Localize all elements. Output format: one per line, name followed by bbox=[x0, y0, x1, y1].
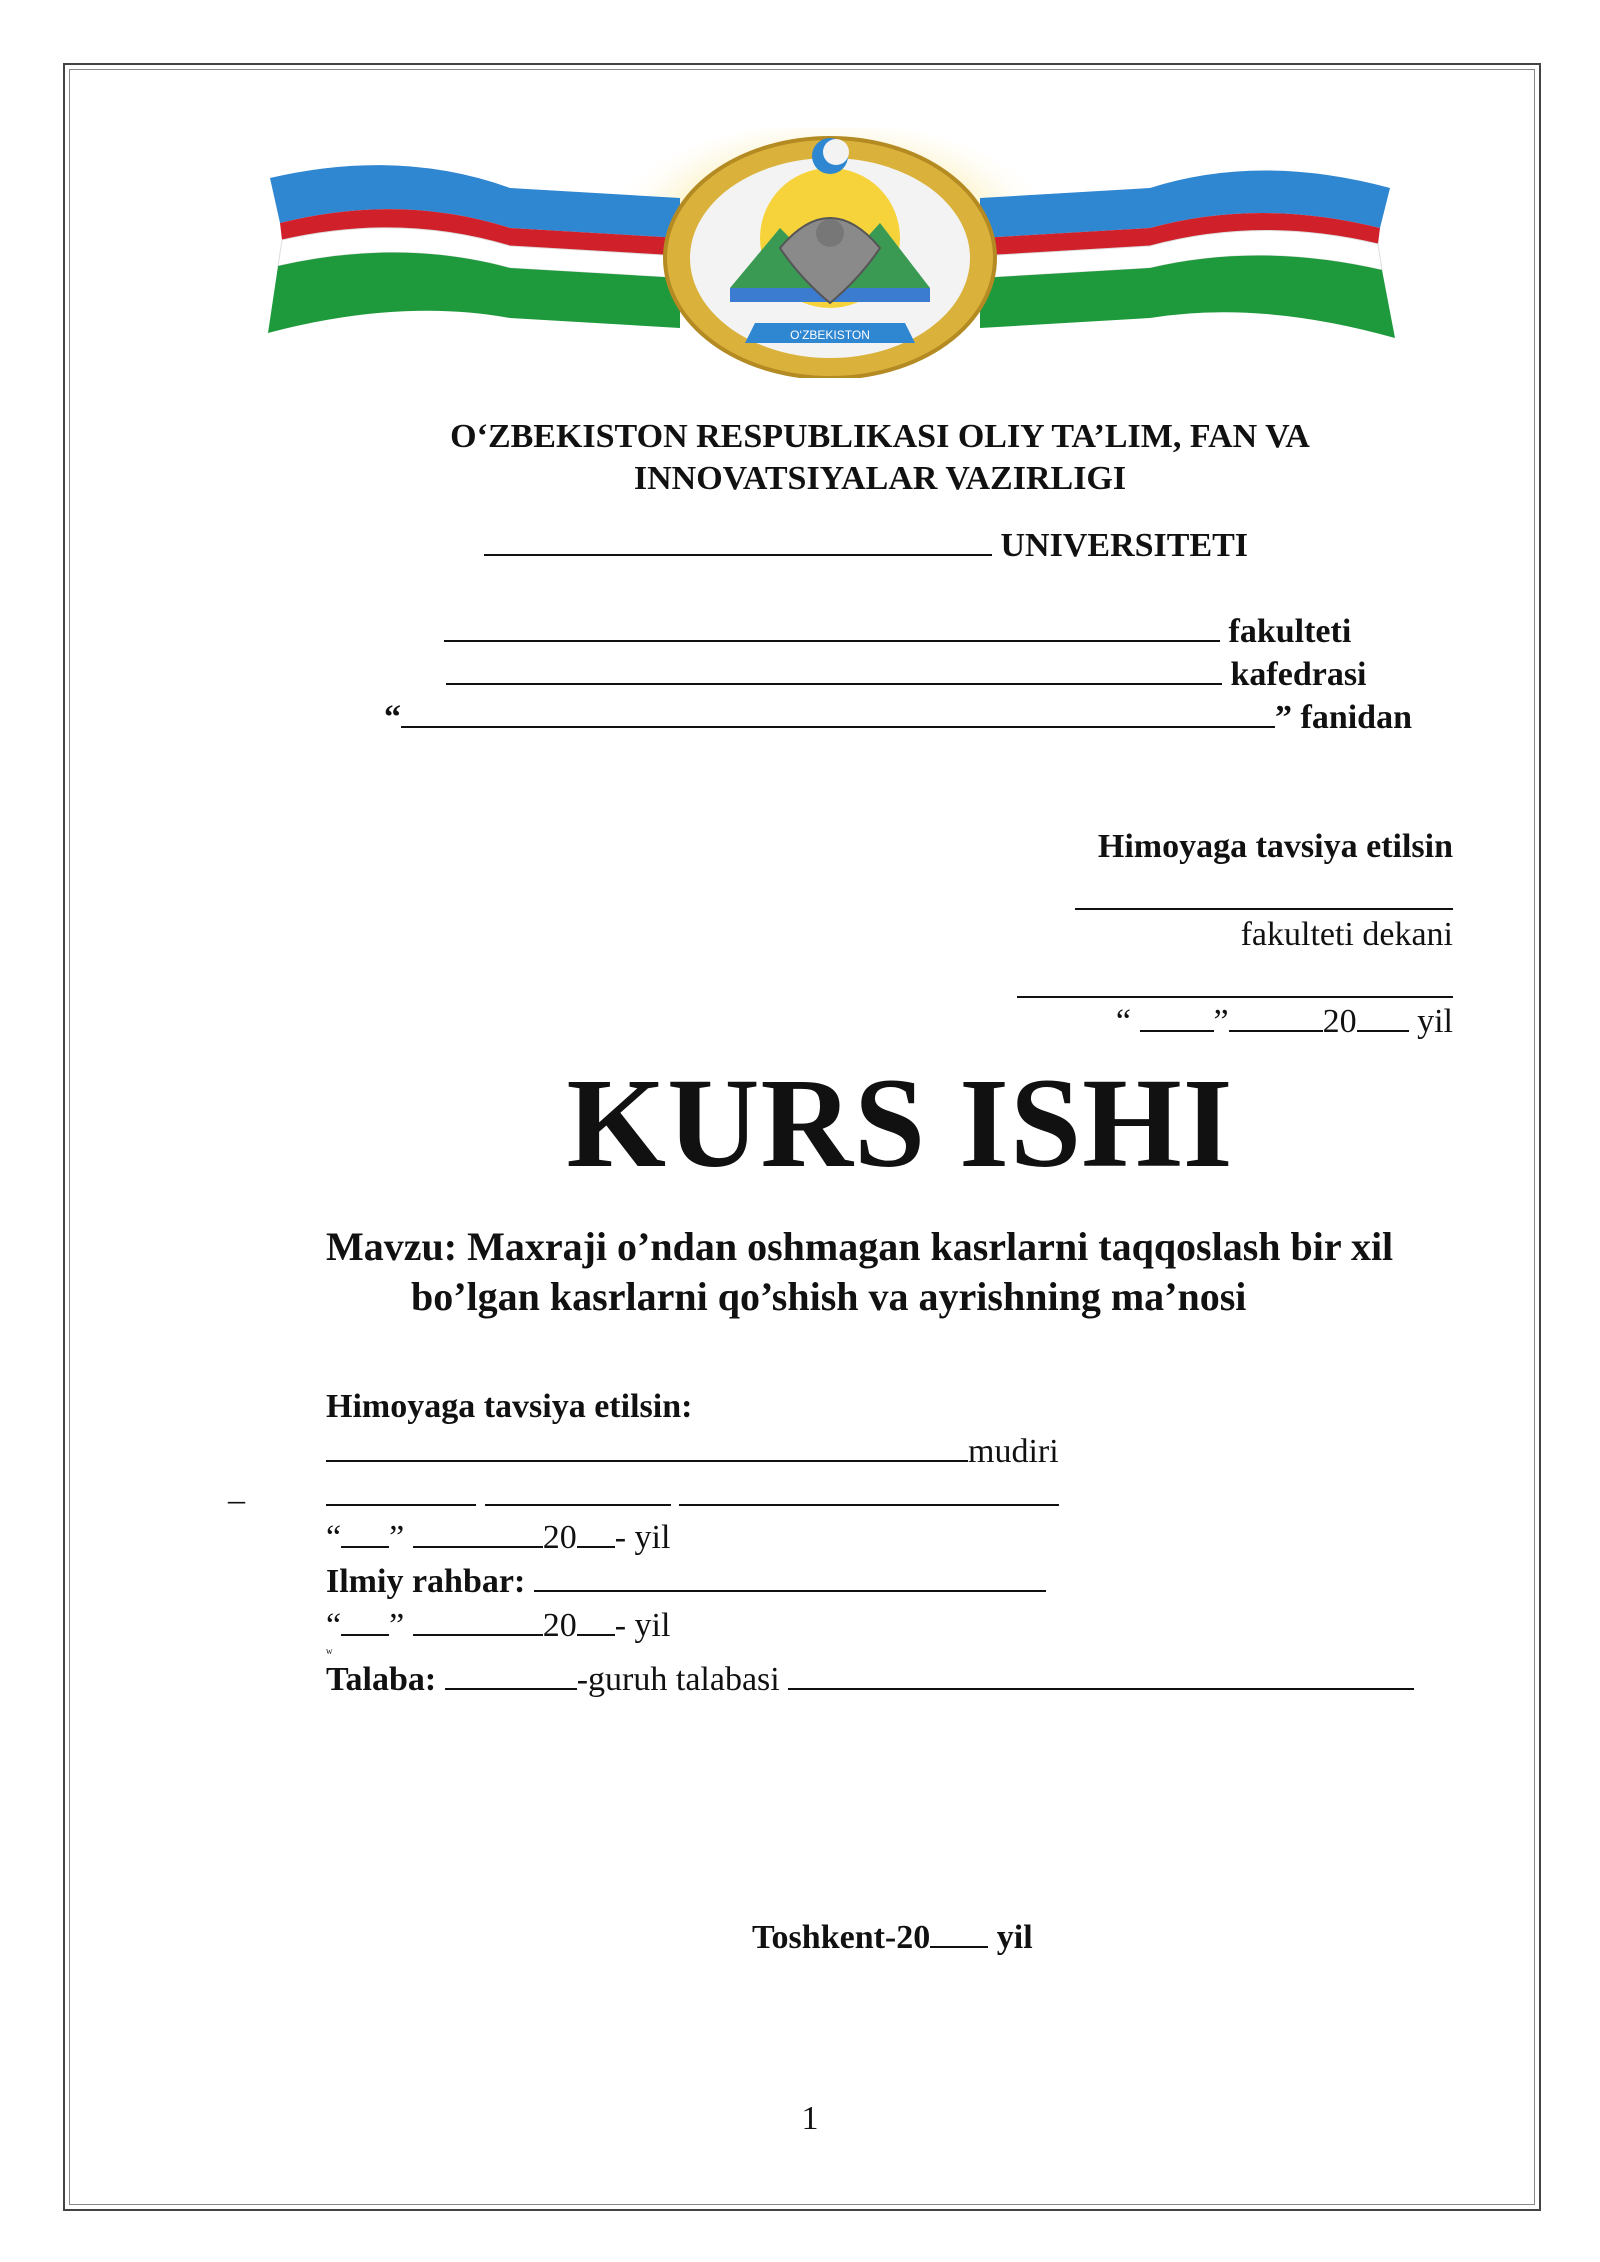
date2-suffix: - yil bbox=[614, 1607, 671, 1644]
university-row bbox=[484, 526, 1248, 565]
ministry-line-2: INNOVATSIYALAR VAZIRLIGI bbox=[633, 460, 1127, 497]
student-name-blank bbox=[788, 1660, 1414, 1690]
date2-day-blank bbox=[341, 1606, 389, 1636]
faculty-row bbox=[444, 612, 1351, 651]
student-row bbox=[326, 1660, 1414, 1699]
student-label: Talaba: bbox=[326, 1661, 437, 1698]
date2-open-quote: “ bbox=[326, 1607, 342, 1644]
approval-right-blank-1 bbox=[1075, 878, 1453, 910]
group-blank bbox=[445, 1660, 577, 1690]
date1-close-quote: ” bbox=[389, 1519, 413, 1556]
date1-year: 20 bbox=[542, 1519, 577, 1556]
head-signature-row bbox=[326, 1476, 1059, 1515]
date1-year-blank bbox=[577, 1518, 615, 1548]
head-row bbox=[326, 1432, 1059, 1471]
emblem-ribbon-text: O‘ZBEKISTON bbox=[790, 328, 870, 342]
approval-right-heading: Himoyaga tavsiya etilsin bbox=[1097, 828, 1453, 865]
supervisor-label: Ilmiy rahbar: bbox=[326, 1563, 526, 1600]
stray-dash: _ bbox=[228, 1470, 245, 1507]
city-prefix: Toshkent-20 bbox=[752, 1919, 931, 1956]
topic-line-2: bo’lgan kasrlarni qo’shish va ayrishning ma’nosi bbox=[411, 1274, 1247, 1319]
ministry-line-1: O‘ZBEKISTON RESPUBLIKASI OLIY TA’LIM, FAN VA bbox=[450, 418, 1310, 455]
tiny-mark: w bbox=[326, 1646, 333, 1656]
supervisor-blank bbox=[534, 1562, 1046, 1592]
subject-row bbox=[384, 698, 1412, 737]
university-label: UNIVERSITETI bbox=[1000, 527, 1249, 564]
supervisor-row bbox=[326, 1562, 1046, 1601]
head-blank bbox=[326, 1432, 968, 1462]
date-close-quote: ” bbox=[1213, 1003, 1229, 1040]
faculty-label: fakulteti bbox=[1228, 613, 1352, 650]
head-sign-blank-3 bbox=[679, 1476, 1059, 1506]
document-title: KURS ISHI bbox=[566, 1052, 1234, 1194]
date-day-blank bbox=[1140, 1002, 1214, 1032]
approval-right-blank-2 bbox=[1017, 966, 1453, 998]
date2-close-quote: ” bbox=[389, 1607, 413, 1644]
date-suffix: yil bbox=[1408, 1003, 1453, 1040]
date1-open-quote: “ bbox=[326, 1519, 342, 1556]
date2-year-blank bbox=[577, 1606, 615, 1636]
subject-close-label: ” fanidan bbox=[1275, 699, 1412, 736]
date1-suffix: - yil bbox=[614, 1519, 671, 1556]
subject-open-quote: “ bbox=[384, 699, 401, 736]
date-month-blank bbox=[1229, 1002, 1323, 1032]
department-row bbox=[446, 655, 1367, 694]
university-name-blank bbox=[484, 526, 992, 556]
city-suffix: yil bbox=[988, 1919, 1033, 1956]
approval-right-date bbox=[1116, 1002, 1453, 1041]
approval-left-heading: Himoyaga tavsiya etilsin: bbox=[326, 1388, 693, 1425]
faculty-blank bbox=[444, 612, 1220, 642]
date2-year: 20 bbox=[542, 1607, 577, 1644]
department-label: kafedrasi bbox=[1230, 656, 1367, 693]
group-label: -guruh talabasi bbox=[576, 1661, 780, 1698]
city-year bbox=[752, 1918, 1033, 1957]
dean-label: fakulteti dekani bbox=[1240, 916, 1453, 953]
date-year-blank bbox=[1357, 1002, 1409, 1032]
head-sign-blank-2 bbox=[485, 1476, 671, 1506]
state-emblem-banner bbox=[260, 128, 1400, 378]
topic-line-1: Mavzu: Maxraji o’ndan oshmagan kasrlarni taqqoslash bir xil bbox=[326, 1224, 1394, 1269]
page-number: 1 bbox=[801, 2100, 819, 2137]
subject-blank bbox=[401, 698, 1275, 728]
date-open-quote: “ bbox=[1115, 1003, 1140, 1040]
date-row-2 bbox=[326, 1606, 670, 1645]
department-blank bbox=[446, 655, 1222, 685]
date-year: 20 bbox=[1322, 1003, 1357, 1040]
head-label: mudiri bbox=[968, 1433, 1059, 1470]
date1-day-blank bbox=[341, 1518, 389, 1548]
date1-month-blank bbox=[413, 1518, 543, 1548]
date-row-1 bbox=[326, 1518, 670, 1557]
city-year-blank bbox=[930, 1918, 988, 1948]
date2-month-blank bbox=[413, 1606, 543, 1636]
head-sign-blank-1 bbox=[326, 1476, 476, 1506]
